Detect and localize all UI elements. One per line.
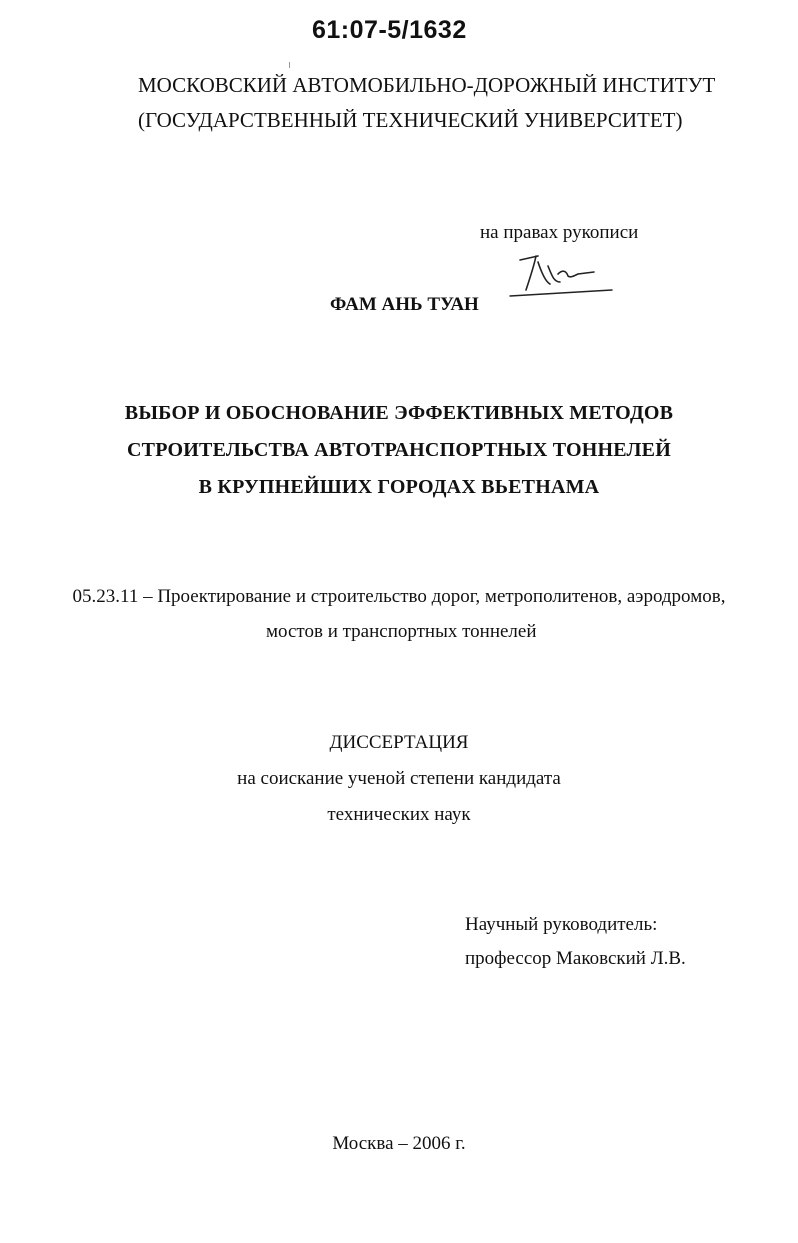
degree-line-1: на соискание ученой степени кандидата — [237, 768, 561, 789]
author-signature — [508, 252, 618, 302]
specialty-line-1: 05.23.11 – Проектирование и строительство дорог, метрополитенов, аэродромов, — [72, 586, 726, 607]
dissertation-title-line-1: ВЫБОР И ОБОСНОВАНИЕ ЭФФЕКТИВНЫХ МЕТОДОВ — [124, 402, 674, 424]
manuscript-rights-note: на правах рукописи — [480, 222, 639, 243]
specialty-line-2: мостов и транспортных тоннелей — [266, 621, 537, 642]
dissertation-title-line-2: СТРОИТЕЛЬСТВА АВТОТРАНСПОРТНЫХ ТОННЕЛЕЙ — [127, 439, 671, 461]
catalog-number: 61:07-5/1632 — [312, 16, 467, 44]
document-type: ДИССЕРТАЦИЯ — [329, 732, 469, 753]
supervisor-label: Научный руководитель: — [465, 914, 658, 935]
degree-line-2: технических наук — [327, 804, 471, 825]
dissertation-title-line-3: В КРУПНЕЙШИХ ГОРОДАХ ВЬЕТНАМА — [198, 476, 600, 498]
institute-subtitle: (ГОСУДАРСТВЕННЫЙ ТЕХНИЧЕСКИЙ УНИВЕРСИТЕТ) — [138, 108, 683, 132]
institute-name: МОСКОВСКИЙ АВТОМОБИЛЬНО-ДОРОЖНЫЙ ИНСТИТУТ — [138, 73, 716, 97]
author-name: ФАМ АНЬ ТУАН — [330, 294, 479, 315]
scan-speck — [289, 62, 290, 68]
supervisor-name: профессор Маковский Л.В. — [465, 948, 686, 969]
city-year: Москва – 2006 г. — [332, 1133, 466, 1154]
